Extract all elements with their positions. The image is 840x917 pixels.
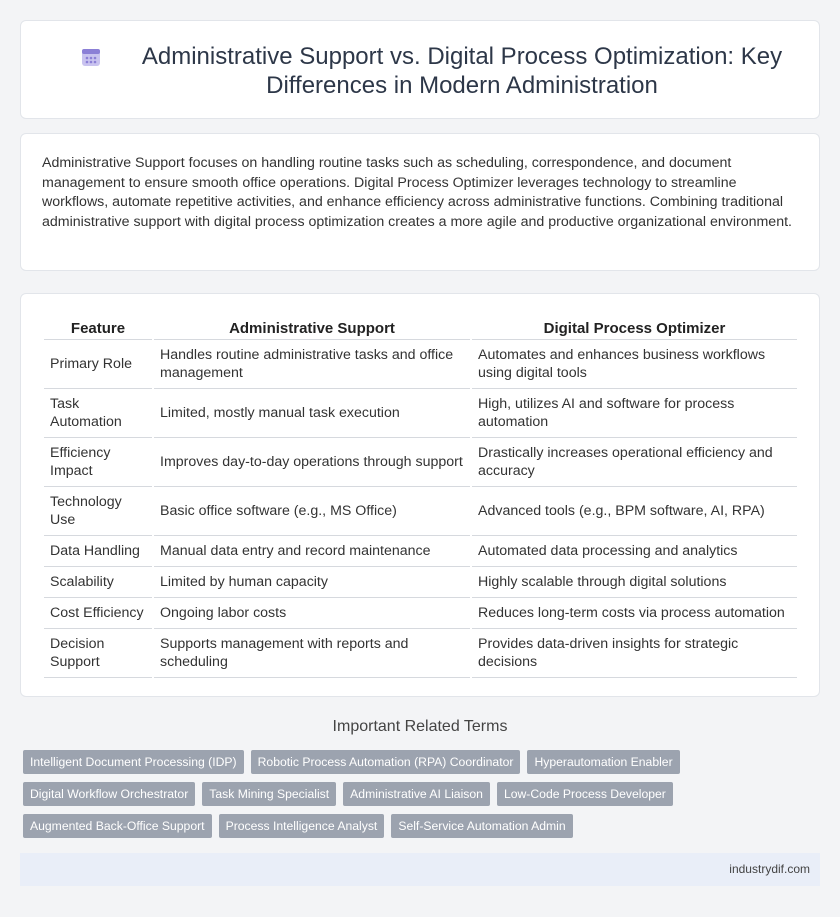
header-digital-process-optimizer: Digital Process Optimizer (472, 314, 797, 340)
table-row (44, 567, 797, 598)
table-row (44, 438, 797, 487)
row-digital-value: Provides data-driven insights for strategic decisions (472, 629, 797, 678)
table-row (44, 629, 797, 678)
tag-row (23, 750, 703, 774)
tag-row (23, 782, 703, 806)
row-feature: Technology Use (44, 487, 152, 536)
related-term-tag[interactable]: Self-Service Automation Admin (391, 814, 572, 838)
table-row (44, 340, 797, 389)
footer (20, 853, 820, 886)
row-admin-value: Ongoing labor costs (154, 598, 470, 629)
row-digital-value: Highly scalable through digital solutions (472, 567, 797, 598)
row-admin-value: Basic office software (e.g., MS Office) (154, 487, 470, 536)
row-admin-value: Improves day-to-day operations through support (154, 438, 470, 487)
row-admin-value: Manual data entry and record maintenance (154, 536, 470, 567)
row-digital-value: Reduces long-term costs via process automation (472, 598, 797, 629)
tag-row (23, 814, 703, 838)
row-feature: Primary Role (44, 340, 152, 389)
row-admin-value: Handles routine administrative tasks and office management (154, 340, 470, 389)
row-admin-value: Limited, mostly manual task execution (154, 389, 470, 438)
related-term-tag[interactable]: Task Mining Specialist (202, 782, 336, 806)
row-feature: Task Automation (44, 389, 152, 438)
footer-site-link[interactable]: industrydif.com (729, 862, 810, 876)
row-feature: Efficiency Impact (44, 438, 152, 487)
related-term-tag[interactable]: Robotic Process Automation (RPA) Coordinator (251, 750, 521, 774)
row-feature: Cost Efficiency (44, 598, 152, 629)
row-digital-value: High, utilizes AI and software for process automation (472, 389, 797, 438)
row-digital-value: Automates and enhances business workflows using digital tools (472, 340, 797, 389)
row-admin-value: Supports management with reports and scheduling (154, 629, 470, 678)
table-row (44, 487, 797, 536)
row-digital-value: Advanced tools (e.g., BPM software, AI, RPA) (472, 487, 797, 536)
intro-paragraph: Administrative Support focuses on handling routine tasks such as scheduling, correspondence, and document management to ensure smooth office operations. Digital Process Optimizer leverages technology to streamline workflows, automate repetitive activities, and enhance efficiency across administrative functions. Combining traditional administrative support with digital process optimization creates a more agile and productive organizational environment. (42, 155, 792, 230)
table-row (44, 536, 797, 567)
related-term-tag[interactable]: Intelligent Document Processing (IDP) (23, 750, 244, 774)
row-admin-value: Limited by human capacity (154, 567, 470, 598)
page-title: Administrative Support vs. Digital Process Optimization: Key Differences in Modern Administration (141, 43, 783, 99)
table-header-row (44, 314, 797, 340)
row-digital-value: Automated data processing and analytics (472, 536, 797, 567)
related-term-tag[interactable]: Digital Workflow Orchestrator (23, 782, 195, 806)
related-terms-list (23, 750, 703, 846)
related-terms-heading: Important Related Terms (332, 718, 508, 735)
comparison-table (42, 314, 799, 678)
header-administrative-support: Administrative Support (154, 314, 470, 340)
related-term-tag[interactable]: Administrative AI Liaison (343, 782, 490, 806)
header-feature: Feature (44, 314, 152, 340)
intro-card (20, 133, 820, 271)
related-term-tag[interactable]: Hyperautomation Enabler (527, 750, 679, 774)
related-term-tag[interactable]: Low-Code Process Developer (497, 782, 673, 806)
comparison-card (20, 293, 820, 697)
row-feature: Scalability (44, 567, 152, 598)
row-feature: Decision Support (44, 629, 152, 678)
table-row (44, 389, 797, 438)
row-digital-value: Drastically increases operational efficiency and accuracy (472, 438, 797, 487)
table-row (44, 598, 797, 629)
row-feature: Data Handling (44, 536, 152, 567)
related-term-tag[interactable]: Process Intelligence Analyst (219, 814, 385, 838)
related-term-tag[interactable]: Augmented Back-Office Support (23, 814, 212, 838)
